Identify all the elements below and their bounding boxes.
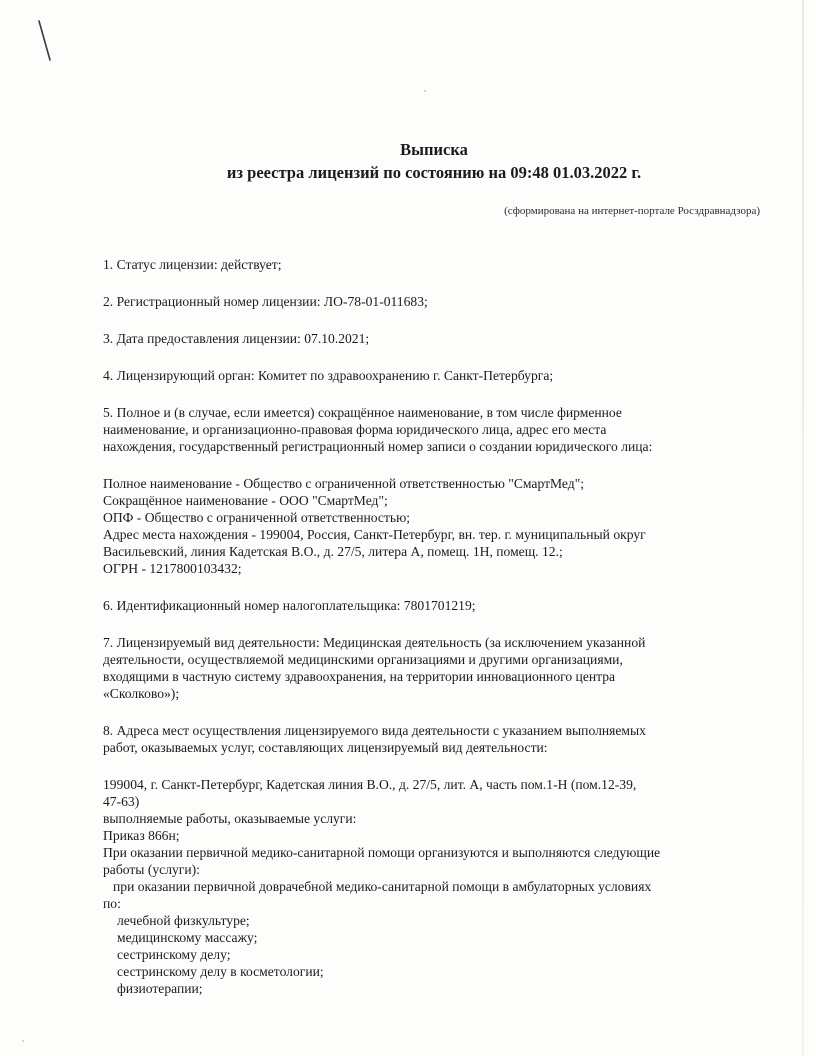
text-line: «Сколково»); xyxy=(103,686,180,701)
text-line: деятельности, осуществляемой медицинскими организациями и другими организациями, xyxy=(103,652,623,667)
section-issue-date: 3. Дата предоставления лицензии: 07.10.2021; xyxy=(103,331,370,346)
document-title: Выписка xyxy=(400,140,468,159)
document-subtitle: из реестра лицензий по состоянию на 09:48 01.03.2022 г. xyxy=(226,163,642,182)
org-short-name: Сокращённое наименование - ООО "СмартМед"; xyxy=(103,493,388,508)
source-note: (сформирована на интернет-портале Росздравнадзора) xyxy=(504,205,760,217)
text-line: 5. Полное и (в случае, если имеется) сокращённое наименование, в том числе фирменное xyxy=(103,405,622,420)
org-address-cont: Васильевский, линия Кадетская В.О., д. 27/5, литера А, помещ. 1Н, помещ. 12.; xyxy=(103,544,563,559)
section-license-status: 1. Статус лицензии: действует; xyxy=(103,257,282,272)
sub-header-line: по: xyxy=(103,896,121,911)
document-body xyxy=(103,256,763,997)
organization-details xyxy=(103,475,763,577)
text-line: работ, оказываемых услуг, составляющих лицензируемый вид деятельности: xyxy=(103,740,548,755)
service-item: лечебной физкультуре; xyxy=(117,913,250,928)
text-line: 47-63) xyxy=(103,794,140,809)
text-line: выполняемые работы, оказываемые услуги: xyxy=(103,811,357,826)
text-line: 7. Лицензируемый вид деятельности: Медицинская деятельность (за исключением указанной xyxy=(103,635,646,650)
service-item: сестринскому делу; xyxy=(117,947,231,962)
text-line: входящими в частную систему здравоохранения, на территории инновационного центра xyxy=(103,669,616,684)
section-registration-number: 2. Регистрационный номер лицензии: ЛО-78-01-011683; xyxy=(103,294,428,309)
text-line: Приказ 866н; xyxy=(103,828,180,843)
pen-stroke-mark xyxy=(38,20,52,62)
text-line: наименование, и организационно-правовая форма юридического лица, адрес его места xyxy=(103,422,607,437)
section-activity-type xyxy=(103,634,763,702)
section-tax-id: 6. Идентификационный номер налогоплательщика: 7801701219; xyxy=(103,598,476,613)
text-line: работы (услуги): xyxy=(103,862,200,877)
org-legal-form: ОПФ - Общество с ограниченной ответственностью; xyxy=(103,510,411,525)
service-item: физиотерапии; xyxy=(117,981,203,996)
scan-speck xyxy=(22,1040,24,1042)
org-ogrn: ОГРН - 1217800103432; xyxy=(103,561,242,576)
service-item: медицинскому массажу; xyxy=(117,930,258,945)
section-licensing-authority: 4. Лицензирующий орган: Комитет по здравоохранению г. Санкт-Петербурга; xyxy=(103,368,554,383)
service-item: сестринскому делу в косметологии; xyxy=(117,964,324,979)
section-organization-heading xyxy=(103,404,763,455)
text-line: 199004, г. Санкт-Петербург, Кадетская линия В.О., д. 27/5, лит. А, часть пом.1-Н (пом.12-39, xyxy=(103,777,637,792)
scan-speck xyxy=(424,90,426,92)
text-line: 8. Адреса мест осуществления лицензируемого вида деятельности с указанием выполняемых xyxy=(103,723,646,738)
text-line: нахождения, государственный регистрационный номер записи о создании юридического лица: xyxy=(103,439,653,454)
section-activity-addresses xyxy=(103,722,763,756)
sub-header-line: при оказании первичной доврачебной медико-санитарной помощи в амбулаторных условиях xyxy=(113,879,652,894)
text-line: При оказании первичной медико-санитарной помощи организуются и выполняются следующие xyxy=(103,845,661,860)
org-full-name: Полное наименование - Общество с ограниченной ответственностью "СмартМед"; xyxy=(103,476,585,491)
org-address: Адрес места нахождения - 199004, Россия, Санкт-Петербург, вн. тер. г. муниципальный округ xyxy=(103,527,646,542)
activity-address-block xyxy=(103,776,763,997)
